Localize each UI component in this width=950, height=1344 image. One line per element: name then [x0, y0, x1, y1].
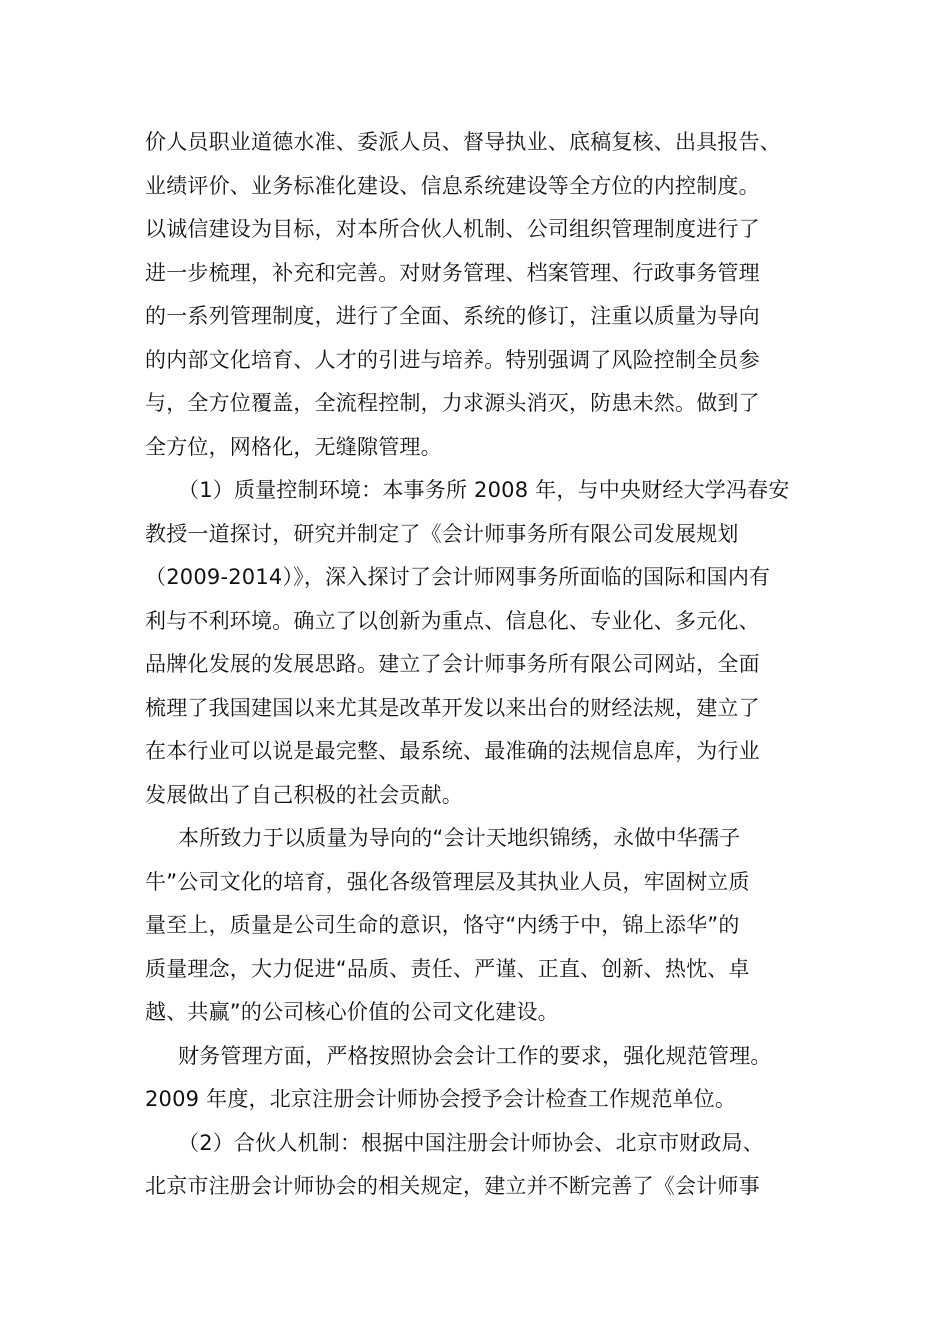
document-body [145, 121, 810, 1209]
paragraph-start-line: 本所致力于以质量为导向的“会计天地织锦绣，永做中华孺子 [178, 826, 741, 850]
text-line: 全方位，网格化，无缝隙管理。 [145, 434, 442, 459]
text-line: 教授一道探讨，研究并制定了《会计师事务所有限公司发展规划 [145, 521, 739, 546]
text-line: 的一系列管理制度，进行了全面、系统的修订，注重以质量为导向 [145, 304, 760, 328]
text-line: 越、共赢”的公司核心价值的公司文化建设。 [145, 1000, 559, 1024]
text-line: 的内部文化培育、人才的引进与培养。特别强调了风险控制全员参 [145, 347, 760, 372]
text-line: 价人员职业道德水准、委派人员、督导执业、底稿复核、出具报告、 [145, 130, 781, 154]
paragraph-start-line: 财务管理方面，严格按照协会会计工作的要求，强化规范管理。 [178, 1043, 772, 1068]
text-line: 利与不利环境。确立了以创新为重点、信息化、专业化、多元化、 [145, 608, 760, 633]
text-line: 梳理了我国建国以来尤其是改革开发以来出台的财经法规，建立了 [145, 695, 760, 720]
text-line: （2009-2014）》，深入探讨了会计师网事务所面临的国际和国内有 [145, 565, 771, 589]
text-line: 北京市注册会计师协会的相关规定，建立并不断完善了《会计师事 [145, 1174, 760, 1198]
text-line: 牛”公司文化的培育，强化各级管理层及其执业人员，牢固树立质 [145, 869, 750, 894]
text-line: 2009 年度，北京注册会计师协会授予会计检查工作规范单位。 [145, 1087, 737, 1111]
text-line: 以诚信建设为目标，对本所合伙人机制、公司组织管理制度进行了 [145, 217, 760, 241]
paragraph-start-line: （2）合伙人机制：根据中国注册会计师协会、北京市财政局、 [178, 1130, 764, 1155]
text-line: 在本行业可以说是最完整、最系统、最准确的法规信息库，为行业 [145, 739, 760, 763]
paragraph-start-line: （1）质量控制环境：本事务所 2008 年，与中央财经大学冯春安 [178, 478, 790, 502]
text-line: 量至上，质量是公司生命的意识，恪守“内绣于中，锦上添华”的 [145, 913, 740, 937]
text-line: 业绩评价、业务标准化建设、信息系统建设等全方位的内控制度。 [145, 173, 760, 198]
text-line: 发展做出了自己积极的社会贡献。 [145, 782, 463, 807]
text-line: 品牌化发展的发展思路。建立了会计师事务所有限公司网站，全面 [145, 652, 760, 676]
text-line: 与，全方位覆盖，全流程控制，力求源头消灭，防患未然。做到了 [145, 391, 760, 415]
text-line: 进一步梳理，补充和完善。对财务管理、档案管理、行政事务管理 [145, 260, 760, 285]
text-line: 质量理念，大力促进“品质、责任、严谨、正直、创新、热忱、卓 [145, 956, 750, 981]
